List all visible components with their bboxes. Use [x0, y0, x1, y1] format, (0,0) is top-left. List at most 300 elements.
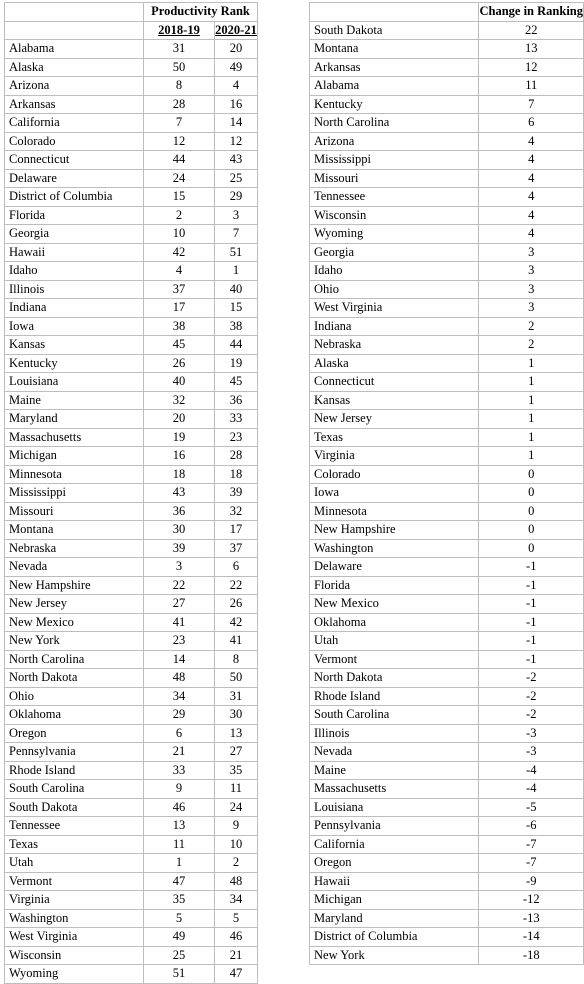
left-header-blank	[5, 3, 144, 22]
state-name-cell: Colorado	[5, 132, 144, 151]
table-row	[310, 835, 584, 854]
change-value-cell: -14	[479, 928, 584, 947]
rank-2018-19-cell: 48	[144, 669, 215, 688]
rank-2020-21-cell: 2	[215, 854, 258, 873]
state-name-cell: Massachusetts	[310, 780, 479, 799]
state-name-cell: District of Columbia	[5, 188, 144, 207]
table-row	[310, 21, 584, 40]
state-name-cell: West Virginia	[310, 299, 479, 318]
state-name-cell: Washington	[5, 909, 144, 928]
rank-2018-19-cell: 31	[144, 40, 215, 59]
table-row	[310, 817, 584, 836]
change-value-cell: 1	[479, 354, 584, 373]
table-row	[310, 854, 584, 873]
state-name-cell: Texas	[5, 835, 144, 854]
rank-2018-19-cell: 22	[144, 576, 215, 595]
rank-2018-19-cell: 37	[144, 280, 215, 299]
rank-2020-21-cell: 3	[215, 206, 258, 225]
table-row	[310, 169, 584, 188]
change-value-cell: 4	[479, 169, 584, 188]
change-value-cell: -18	[479, 946, 584, 965]
state-name-cell: Nebraska	[310, 336, 479, 355]
rank-2020-21-cell: 26	[215, 595, 258, 614]
change-value-cell: 4	[479, 132, 584, 151]
state-name-cell: Nevada	[310, 743, 479, 762]
rank-2020-21-cell: 24	[215, 798, 258, 817]
change-value-cell: -1	[479, 613, 584, 632]
change-value-cell: -3	[479, 724, 584, 743]
rank-2018-19-cell: 32	[144, 391, 215, 410]
state-name-cell: Iowa	[5, 317, 144, 336]
state-name-cell: North Carolina	[310, 114, 479, 133]
state-name-cell: Montana	[310, 40, 479, 59]
state-name-cell: Hawaii	[5, 243, 144, 262]
table-row	[5, 262, 258, 281]
table-row	[5, 114, 258, 133]
change-value-cell: 12	[479, 58, 584, 77]
table-row	[5, 132, 258, 151]
table-row	[310, 132, 584, 151]
rank-2018-19-cell: 26	[144, 354, 215, 373]
table-row	[5, 169, 258, 188]
change-value-cell: 22	[479, 21, 584, 40]
rank-2018-19-cell: 50	[144, 58, 215, 77]
state-name-cell: Kansas	[5, 336, 144, 355]
rank-2018-19-cell: 24	[144, 169, 215, 188]
table-row	[5, 428, 258, 447]
state-name-cell: Mississippi	[310, 151, 479, 170]
rank-2018-19-cell: 25	[144, 946, 215, 965]
state-name-cell: Arkansas	[5, 95, 144, 114]
state-name-cell: Oklahoma	[5, 706, 144, 725]
change-value-cell: 0	[479, 521, 584, 540]
rank-2018-19-cell: 41	[144, 613, 215, 632]
table-row	[5, 40, 258, 59]
state-name-cell: Wyoming	[5, 965, 144, 984]
rank-2018-19-cell: 16	[144, 447, 215, 466]
table-row	[310, 576, 584, 595]
state-name-cell: Connecticut	[310, 373, 479, 392]
rank-2018-19-cell: 27	[144, 595, 215, 614]
rank-2018-19-cell: 43	[144, 484, 215, 503]
rank-2020-21-cell: 42	[215, 613, 258, 632]
rank-2020-21-cell: 32	[215, 502, 258, 521]
state-name-cell: South Carolina	[310, 706, 479, 725]
table-row	[310, 225, 584, 244]
change-value-cell: 4	[479, 151, 584, 170]
table-row	[5, 206, 258, 225]
rank-2020-21-cell: 17	[215, 521, 258, 540]
rank-2020-21-cell: 20	[215, 40, 258, 59]
change-value-cell: -3	[479, 743, 584, 762]
table-row	[5, 558, 258, 577]
state-name-cell: North Dakota	[5, 669, 144, 688]
table-row	[310, 243, 584, 262]
table-row	[5, 576, 258, 595]
state-name-cell: Illinois	[310, 724, 479, 743]
change-value-cell: -9	[479, 872, 584, 891]
state-name-cell: Oregon	[5, 724, 144, 743]
rank-2018-19-cell: 45	[144, 336, 215, 355]
table-row	[5, 243, 258, 262]
table-row	[310, 77, 584, 96]
state-name-cell: Indiana	[5, 299, 144, 318]
state-name-cell: California	[310, 835, 479, 854]
rank-2020-21-cell: 46	[215, 928, 258, 947]
state-name-cell: Texas	[310, 428, 479, 447]
state-name-cell: Maryland	[310, 909, 479, 928]
table-row	[5, 539, 258, 558]
rank-2018-19-cell: 4	[144, 262, 215, 281]
rank-2020-21-cell: 49	[215, 58, 258, 77]
table-row	[310, 336, 584, 355]
state-name-cell: Kentucky	[5, 354, 144, 373]
table-row	[310, 410, 584, 429]
table-row	[5, 909, 258, 928]
rank-2020-21-cell: 10	[215, 835, 258, 854]
state-name-cell: Oklahoma	[310, 613, 479, 632]
rank-2018-19-cell: 20	[144, 410, 215, 429]
rank-2018-19-cell: 46	[144, 798, 215, 817]
rank-2020-21-cell: 27	[215, 743, 258, 762]
rank-2018-19-cell: 2	[144, 206, 215, 225]
table-row	[5, 225, 258, 244]
rank-2018-19-cell: 1	[144, 854, 215, 873]
rank-2018-19-cell: 23	[144, 632, 215, 651]
rank-2020-21-cell: 38	[215, 317, 258, 336]
state-name-cell: Montana	[5, 521, 144, 540]
change-value-cell: 7	[479, 95, 584, 114]
rank-2018-19-cell: 34	[144, 687, 215, 706]
rank-2020-21-cell: 36	[215, 391, 258, 410]
state-name-cell: Wyoming	[310, 225, 479, 244]
table-row	[310, 95, 584, 114]
rank-2018-19-cell: 44	[144, 151, 215, 170]
change-value-cell: 4	[479, 188, 584, 207]
rank-2018-19-cell: 29	[144, 706, 215, 725]
rank-2020-21-cell: 31	[215, 687, 258, 706]
state-name-cell: Arizona	[5, 77, 144, 96]
state-name-cell: Hawaii	[310, 872, 479, 891]
state-name-cell: Georgia	[310, 243, 479, 262]
change-value-cell: -6	[479, 817, 584, 836]
state-name-cell: Alabama	[310, 77, 479, 96]
rank-2020-21-cell: 39	[215, 484, 258, 503]
table-row	[5, 872, 258, 891]
table-row	[310, 428, 584, 447]
table-row	[5, 521, 258, 540]
change-value-cell: -12	[479, 891, 584, 910]
rank-2020-21-cell: 15	[215, 299, 258, 318]
state-name-cell: New York	[5, 632, 144, 651]
table-row	[5, 447, 258, 466]
state-name-cell: North Carolina	[5, 650, 144, 669]
rank-2018-19-cell: 36	[144, 502, 215, 521]
table-row	[5, 854, 258, 873]
rank-2018-19-cell: 8	[144, 77, 215, 96]
state-name-cell: Louisiana	[310, 798, 479, 817]
table-row	[310, 188, 584, 207]
rank-2018-19-cell: 5	[144, 909, 215, 928]
change-value-cell: 4	[479, 206, 584, 225]
change-value-cell: 0	[479, 502, 584, 521]
table-row	[310, 151, 584, 170]
table-row	[310, 909, 584, 928]
state-name-cell: Louisiana	[5, 373, 144, 392]
table-row	[310, 798, 584, 817]
state-name-cell: Minnesota	[310, 502, 479, 521]
rank-2018-19-cell: 11	[144, 835, 215, 854]
table-row	[310, 761, 584, 780]
change-value-cell: 3	[479, 262, 584, 281]
table-row	[5, 928, 258, 947]
table-row	[310, 114, 584, 133]
rank-2020-21-cell: 16	[215, 95, 258, 114]
rank-2018-19-cell: 35	[144, 891, 215, 910]
state-name-cell: New Jersey	[5, 595, 144, 614]
change-value-cell: 1	[479, 391, 584, 410]
state-name-cell: Kentucky	[310, 95, 479, 114]
right-table-body	[310, 21, 584, 965]
state-name-cell: South Carolina	[5, 780, 144, 799]
state-name-cell: Ohio	[5, 687, 144, 706]
state-name-cell: Alaska	[310, 354, 479, 373]
table-row	[5, 373, 258, 392]
change-value-cell: 6	[479, 114, 584, 133]
rank-2020-21-cell: 14	[215, 114, 258, 133]
productivity-rank-title: Productivity Rank	[144, 3, 258, 22]
table-row	[5, 151, 258, 170]
rank-2018-19-cell: 15	[144, 188, 215, 207]
rank-2020-21-cell: 40	[215, 280, 258, 299]
left-table-body	[5, 40, 258, 984]
state-name-cell: Vermont	[5, 872, 144, 891]
change-value-cell: 11	[479, 77, 584, 96]
rank-2020-21-cell: 48	[215, 872, 258, 891]
table-row	[310, 743, 584, 762]
state-name-cell: Arizona	[310, 132, 479, 151]
table-row	[310, 447, 584, 466]
rank-2018-19-cell: 12	[144, 132, 215, 151]
state-name-cell: Michigan	[5, 447, 144, 466]
state-name-cell: Kansas	[310, 391, 479, 410]
state-name-cell: Utah	[5, 854, 144, 873]
state-name-cell: Minnesota	[5, 465, 144, 484]
rank-2020-21-cell: 9	[215, 817, 258, 836]
table-row	[5, 336, 258, 355]
rank-2018-19-cell: 30	[144, 521, 215, 540]
state-name-cell: Virginia	[5, 891, 144, 910]
state-name-cell: Tennessee	[310, 188, 479, 207]
table-row	[310, 280, 584, 299]
rank-2020-21-cell: 28	[215, 447, 258, 466]
state-name-cell: Pennsylvania	[310, 817, 479, 836]
state-name-cell: Illinois	[5, 280, 144, 299]
rank-2020-21-cell: 8	[215, 650, 258, 669]
change-value-cell: -1	[479, 576, 584, 595]
table-row	[310, 650, 584, 669]
state-name-cell: Nebraska	[5, 539, 144, 558]
state-name-cell: Wisconsin	[310, 206, 479, 225]
productivity-rank-table	[4, 2, 258, 984]
table-row	[5, 798, 258, 817]
table-row	[310, 354, 584, 373]
state-name-cell: Michigan	[310, 891, 479, 910]
table-row	[5, 299, 258, 318]
table-row	[310, 669, 584, 688]
table-row	[310, 521, 584, 540]
rank-2020-21-cell: 30	[215, 706, 258, 725]
state-name-cell: Mississippi	[5, 484, 144, 503]
rank-2018-19-cell: 51	[144, 965, 215, 984]
table-row	[310, 484, 584, 503]
rank-2020-21-cell: 1	[215, 262, 258, 281]
state-name-cell: Washington	[310, 539, 479, 558]
state-name-cell: Florida	[310, 576, 479, 595]
rank-2020-21-cell: 22	[215, 576, 258, 595]
change-value-cell: 0	[479, 465, 584, 484]
table-row	[5, 95, 258, 114]
rank-2020-21-cell: 19	[215, 354, 258, 373]
table-row	[310, 391, 584, 410]
rank-2020-21-cell: 34	[215, 891, 258, 910]
rank-2020-21-cell: 47	[215, 965, 258, 984]
table-row	[310, 58, 584, 77]
state-name-cell: Alaska	[5, 58, 144, 77]
rank-2018-19-cell: 18	[144, 465, 215, 484]
state-name-cell: New Jersey	[310, 410, 479, 429]
rank-2018-19-cell: 21	[144, 743, 215, 762]
rank-2020-21-cell: 33	[215, 410, 258, 429]
state-name-cell: Maryland	[5, 410, 144, 429]
table-row	[5, 280, 258, 299]
change-value-cell: 2	[479, 317, 584, 336]
table-row	[310, 299, 584, 318]
change-value-cell: -2	[479, 706, 584, 725]
table-row	[310, 891, 584, 910]
state-name-cell: Florida	[5, 206, 144, 225]
rank-2018-19-cell: 39	[144, 539, 215, 558]
state-name-cell: Ohio	[310, 280, 479, 299]
rank-2020-21-cell: 29	[215, 188, 258, 207]
state-name-cell: Missouri	[5, 502, 144, 521]
col-2018-19-header: 2018-19	[144, 21, 215, 40]
table-row	[5, 317, 258, 336]
col-2020-21-header: 2020-21	[215, 21, 258, 40]
table-row	[310, 262, 584, 281]
change-value-cell: -1	[479, 650, 584, 669]
state-name-cell: New York	[310, 946, 479, 965]
change-value-cell: 1	[479, 447, 584, 466]
rank-2020-21-cell: 37	[215, 539, 258, 558]
state-name-cell: Nevada	[5, 558, 144, 577]
rank-2018-19-cell: 13	[144, 817, 215, 836]
table-row	[5, 743, 258, 762]
rank-2020-21-cell: 11	[215, 780, 258, 799]
state-name-cell: Maine	[5, 391, 144, 410]
change-in-ranking-title: Change in Ranking	[479, 3, 584, 22]
change-value-cell: -7	[479, 854, 584, 873]
rank-2020-21-cell: 44	[215, 336, 258, 355]
table-row	[5, 410, 258, 429]
state-name-cell: Vermont	[310, 650, 479, 669]
left-subheader-blank	[5, 21, 144, 40]
rank-2018-19-cell: 17	[144, 299, 215, 318]
table-row	[310, 687, 584, 706]
change-value-cell: 4	[479, 225, 584, 244]
state-name-cell: North Dakota	[310, 669, 479, 688]
table-row	[310, 317, 584, 336]
table-row	[310, 502, 584, 521]
rank-2020-21-cell: 35	[215, 761, 258, 780]
state-name-cell: Alabama	[5, 40, 144, 59]
state-name-cell: South Dakota	[310, 21, 479, 40]
state-name-cell: Indiana	[310, 317, 479, 336]
rank-2018-19-cell: 3	[144, 558, 215, 577]
rank-2018-19-cell: 6	[144, 724, 215, 743]
state-name-cell: Pennsylvania	[5, 743, 144, 762]
rank-2020-21-cell: 7	[215, 225, 258, 244]
table-row	[5, 761, 258, 780]
change-value-cell: 1	[479, 428, 584, 447]
state-name-cell: Massachusetts	[5, 428, 144, 447]
state-name-cell: Rhode Island	[5, 761, 144, 780]
state-name-cell: Idaho	[5, 262, 144, 281]
state-name-cell: New Hampshire	[310, 521, 479, 540]
state-name-cell: New Mexico	[310, 595, 479, 614]
rank-2020-21-cell: 4	[215, 77, 258, 96]
state-name-cell: Virginia	[310, 447, 479, 466]
change-value-cell: 0	[479, 539, 584, 558]
table-row	[5, 595, 258, 614]
rank-2020-21-cell: 5	[215, 909, 258, 928]
change-value-cell: -1	[479, 595, 584, 614]
rank-2018-19-cell: 28	[144, 95, 215, 114]
table-row	[5, 613, 258, 632]
table-row	[310, 465, 584, 484]
change-value-cell: -7	[479, 835, 584, 854]
change-value-cell: 1	[479, 373, 584, 392]
rank-2018-19-cell: 42	[144, 243, 215, 262]
rank-2020-21-cell: 21	[215, 946, 258, 965]
change-value-cell: 0	[479, 484, 584, 503]
table-row	[310, 928, 584, 947]
state-name-cell: Oregon	[310, 854, 479, 873]
table-row	[310, 724, 584, 743]
table-row	[310, 206, 584, 225]
change-value-cell: -2	[479, 669, 584, 688]
table-row	[310, 595, 584, 614]
rank-2018-19-cell: 10	[144, 225, 215, 244]
state-name-cell: New Hampshire	[5, 576, 144, 595]
change-value-cell: 3	[479, 299, 584, 318]
state-name-cell: Missouri	[310, 169, 479, 188]
table-row	[5, 465, 258, 484]
rank-2020-21-cell: 23	[215, 428, 258, 447]
state-name-cell: Maine	[310, 761, 479, 780]
table-row	[5, 687, 258, 706]
change-value-cell: -2	[479, 687, 584, 706]
table-row	[5, 817, 258, 836]
rank-2018-19-cell: 19	[144, 428, 215, 447]
table-row	[310, 872, 584, 891]
table-row	[5, 502, 258, 521]
table-row	[5, 724, 258, 743]
state-name-cell: Utah	[310, 632, 479, 651]
table-row	[5, 58, 258, 77]
state-name-cell: District of Columbia	[310, 928, 479, 947]
state-name-cell: Delaware	[5, 169, 144, 188]
